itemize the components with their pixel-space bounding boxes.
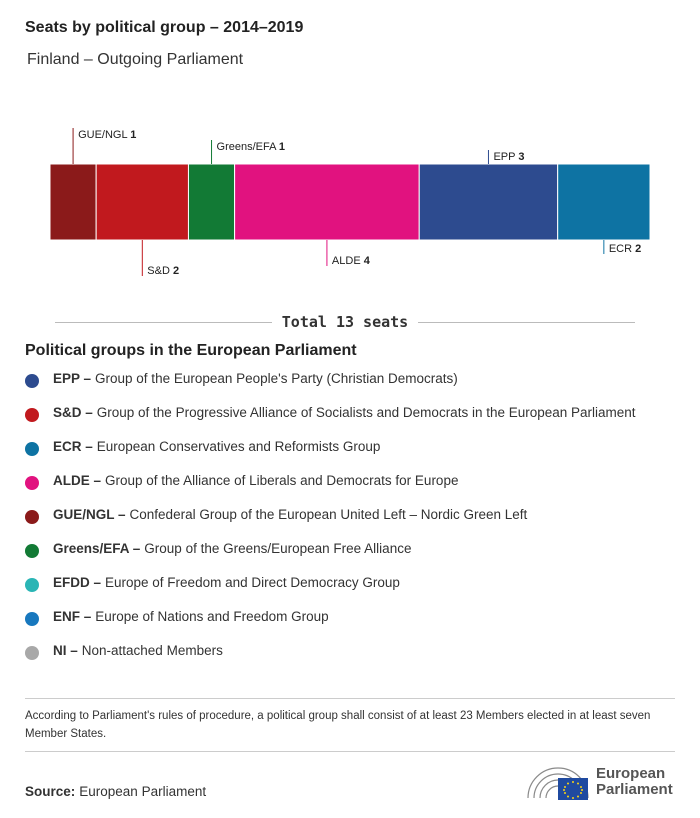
legend-item (25, 609, 685, 643)
legend-name: Group of the Alliance of Liberals and Democrats for Europe (105, 473, 459, 488)
data-label-gue-ngl: GUE/NGL 1 (78, 129, 137, 141)
legend-color-dot (25, 544, 39, 558)
bar-segment-s-d (96, 164, 188, 240)
chart-subtitle: Finland – Outgoing Parliament (27, 51, 244, 68)
source-label: Source: (25, 784, 76, 799)
divider (25, 698, 675, 699)
european-parliament-logo[interactable] (524, 762, 684, 802)
legend-abbr: S&D – (53, 405, 93, 420)
legend-abbr: EPP – (53, 371, 92, 386)
legend-color-dot (25, 374, 39, 388)
bar-segment-alde (235, 164, 420, 240)
legend-abbr: NI – (53, 643, 78, 658)
legend-name: Group of the Greens/European Free Alliance (144, 541, 412, 556)
legend-name: European Conservatives and Reformists Group (96, 439, 381, 454)
total-seats (55, 312, 635, 332)
legend-item (25, 371, 685, 405)
legend-color-dot (25, 408, 39, 422)
legend-abbr: ALDE – (53, 473, 102, 488)
legend-color-dot (25, 646, 39, 660)
legend-color-dot (25, 612, 39, 626)
legend-name: Confederal Group of the European United Left – Nordic Green Left (129, 507, 528, 522)
data-label-greens-efa: Greens/EFA 1 (216, 141, 286, 153)
legend-item (25, 405, 685, 439)
hemicycle-icon (524, 762, 592, 802)
bar-segment-gue-ngl (50, 164, 96, 240)
bar-segment-ecr (558, 164, 650, 240)
legend-color-dot (25, 476, 39, 490)
legend-name: Europe of Freedom and Direct Democracy Group (105, 575, 400, 590)
chart-title: Seats by political group – 2014–2019 (25, 19, 304, 36)
legend-color-dot (25, 578, 39, 592)
data-label-alde: ALDE 4 (331, 255, 370, 267)
legend-color-dot (25, 510, 39, 524)
legend-name: Group of the Progressive Alliance of Socialists and Democrats in the European Parliament (96, 405, 636, 420)
legend-list (25, 371, 685, 677)
logo-text-line2: Parliament (596, 781, 673, 798)
source-value: European Parliament (79, 784, 207, 799)
legend-name: Europe of Nations and Freedom Group (95, 609, 329, 624)
legend-color-dot (25, 442, 39, 456)
legend-item (25, 439, 685, 473)
legend-item (25, 575, 685, 609)
rules-note: According to Parliament's rules of procedure, a political group shall consist of at least 23 Members elected in at least seven Member States. (25, 710, 651, 740)
legend-item (25, 507, 685, 541)
legend-abbr: ECR – (53, 439, 93, 454)
legend-abbr: Greens/EFA – (53, 541, 141, 556)
logo-text-line1: European (596, 765, 666, 782)
data-label-s-d: S&D 2 (147, 265, 180, 277)
divider (25, 751, 675, 752)
bar-segment-greens-efa (188, 164, 234, 240)
legend-item (25, 643, 685, 677)
data-label-epp: EPP 3 (493, 151, 525, 163)
legend-abbr: ENF – (53, 609, 92, 624)
bar-segment-epp (419, 164, 557, 240)
legend-name: Non-attached Members (81, 643, 223, 658)
legend-item (25, 473, 685, 507)
data-label-ecr: ECR 2 (608, 243, 642, 255)
total-seats-label: Total 13 seats (272, 313, 418, 331)
legend-title: Political groups in the European Parliament (25, 342, 357, 359)
source-line (25, 784, 206, 799)
legend-item (25, 541, 685, 575)
seats-stacked-bar-chart (0, 120, 700, 290)
legend-abbr: EFDD – (53, 575, 102, 590)
legend-name: Group of the European People's Party (Christian Democrats) (95, 371, 458, 386)
legend-abbr: GUE/NGL – (53, 507, 126, 522)
